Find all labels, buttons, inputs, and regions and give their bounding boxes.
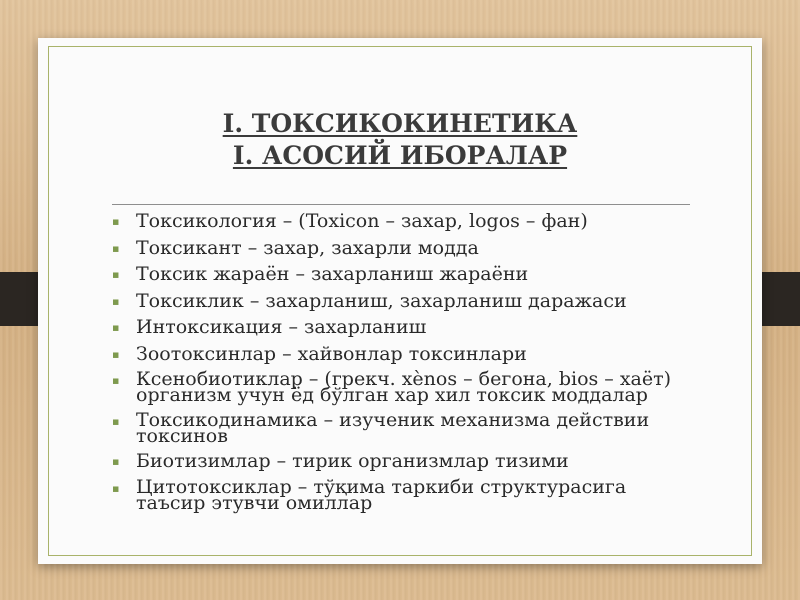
list-item-text: Токсиклик – захарланиш, захарланиш даражаси <box>136 289 627 312</box>
list-item-text: Биотизимлар – тирик организмлар тизими <box>136 450 569 472</box>
slide-title <box>38 108 762 172</box>
list-item-text-line-1: Токсикодинамика – изученик механизма действии <box>136 408 650 431</box>
list-item-text-line-1: Цитотоксиклар – тўқима таркиби структурасига <box>136 475 627 498</box>
list-item-text: Токсикант – захар, захарли модда <box>136 236 479 259</box>
list-item-text-line-2: организм учун ёд бўлган хар хил токсик моддалар <box>136 384 648 406</box>
bullet-icon: ▪ <box>112 294 120 308</box>
list-item <box>112 342 712 365</box>
list-item <box>112 236 712 259</box>
list-item-text: Токсикология – (Toxicon – захар, logos – фан) <box>136 210 588 232</box>
list-item <box>112 408 712 447</box>
bullet-icon: ▪ <box>112 347 120 361</box>
bullet-icon: ▪ <box>112 268 120 281</box>
bullet-icon: ▪ <box>112 481 120 495</box>
slide <box>38 38 762 564</box>
list-item-text: Зоотоксинлар – хайвонлар токсинлари <box>136 342 527 365</box>
title-line-1: I. ТОКСИКОКИНЕТИКА <box>222 109 578 138</box>
list-item-text-line-2: токсинов <box>136 424 228 447</box>
bullet-icon: ▪ <box>112 374 120 387</box>
bullet-icon: ▪ <box>112 241 120 255</box>
title-line-2: I. АСОСИЙ ИБОРАЛАР <box>232 141 568 170</box>
list-item <box>112 452 712 470</box>
list-item-text: Интоксикация – захарланиш <box>136 316 427 338</box>
list-item-text-line-2: таъсир этувчи омиллар <box>136 491 373 514</box>
list-item <box>112 265 712 283</box>
list-item-text: Токсик жараён – захарланиш жараёни <box>136 263 529 285</box>
bullet-icon: ▪ <box>112 455 120 468</box>
list-item <box>112 212 712 230</box>
terms-list <box>112 212 712 519</box>
title-divider <box>112 204 690 205</box>
list-item <box>112 289 712 312</box>
list-item <box>112 318 712 336</box>
bullet-icon: ▪ <box>112 321 120 334</box>
left-decor-band <box>0 272 40 326</box>
list-item <box>112 475 712 514</box>
list-item-text-line-1: Ксенобиотиклар – (грекч. xènos – бегона, bios – хаёт) <box>136 368 672 390</box>
bullet-icon: ▪ <box>112 414 120 428</box>
list-item <box>112 368 712 406</box>
bullet-icon: ▪ <box>112 215 120 228</box>
